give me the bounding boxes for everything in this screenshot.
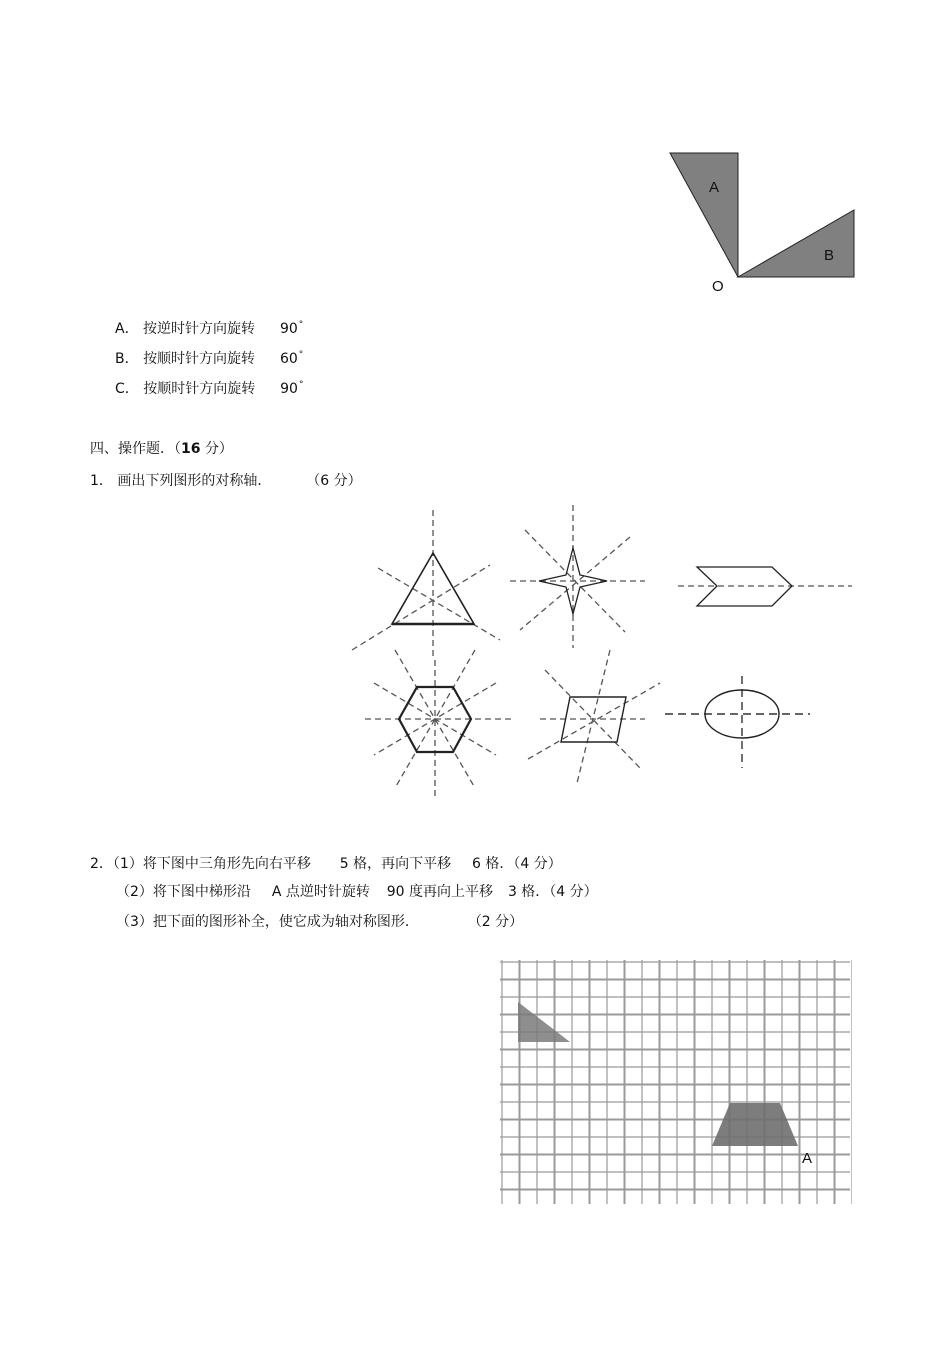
option-text: 按逆时针方向旋转 [143,321,256,337]
axis-line [352,565,490,650]
section-heading [90,438,233,458]
option-value: 60 [279,351,298,367]
q2-text: A 点逆时针旋转 [271,884,370,900]
label-o: O [712,278,724,295]
rotation-figure [660,145,870,300]
option-value: 90 [279,321,298,337]
option-c[interactable] [115,378,303,398]
trapezoid-shape [712,1103,798,1146]
section-score: 16 [181,441,201,457]
question-number: 1． [90,473,113,489]
degree-symbol: ° [298,350,304,361]
question-1 [90,470,362,490]
option-text: 按顺时针方向旋转 [143,351,256,367]
triangle-b [738,210,854,277]
option-letter: C． [115,381,139,397]
point-a-label: A [802,1150,813,1167]
question-text: 画出下列图形的对称轴． [117,473,272,489]
option-letter: A． [115,321,139,337]
q2-text: 90 度再向上平移 [386,884,494,900]
axis-line [577,650,610,783]
option-text: 按顺时针方向旋转 [143,381,256,397]
question-2-part-3 [116,911,523,931]
q2-text: 3 格．（4 分） [507,884,598,900]
triangle-a [670,153,738,277]
section-title: 四、操作题．（ [90,441,181,457]
q2-text: 2．（1）将下图中三角形先向右平移 [90,856,311,872]
axis-line [520,537,630,630]
question-score: （6 分） [306,473,362,489]
option-letter: B． [115,351,139,367]
option-b[interactable] [115,348,303,368]
symmetry-shapes-figure [340,500,860,805]
q2-text: （3）把下面的图形补全，使它成为轴对称图形． [116,914,419,930]
q2-text: （2 分） [467,914,524,930]
degree-symbol: ° [298,380,304,391]
q2-text: 5 格，再向下平移 [339,856,452,872]
q2-text: 6 格．（4 分） [472,856,562,872]
label-a: A [709,179,720,196]
triangle-shape [518,1002,570,1042]
question-2-part-1 [90,853,562,873]
section-score-suffix: 分） [204,441,233,457]
axis-line [378,568,500,640]
label-b: B [824,247,835,264]
question-2-part-2 [116,881,598,901]
grid-figure [500,960,852,1206]
q2-text: （2）将下图中梯形沿 [116,884,251,900]
option-value: 90 [280,381,298,397]
degree-symbol: ° [298,320,304,331]
option-a[interactable] [115,318,303,338]
